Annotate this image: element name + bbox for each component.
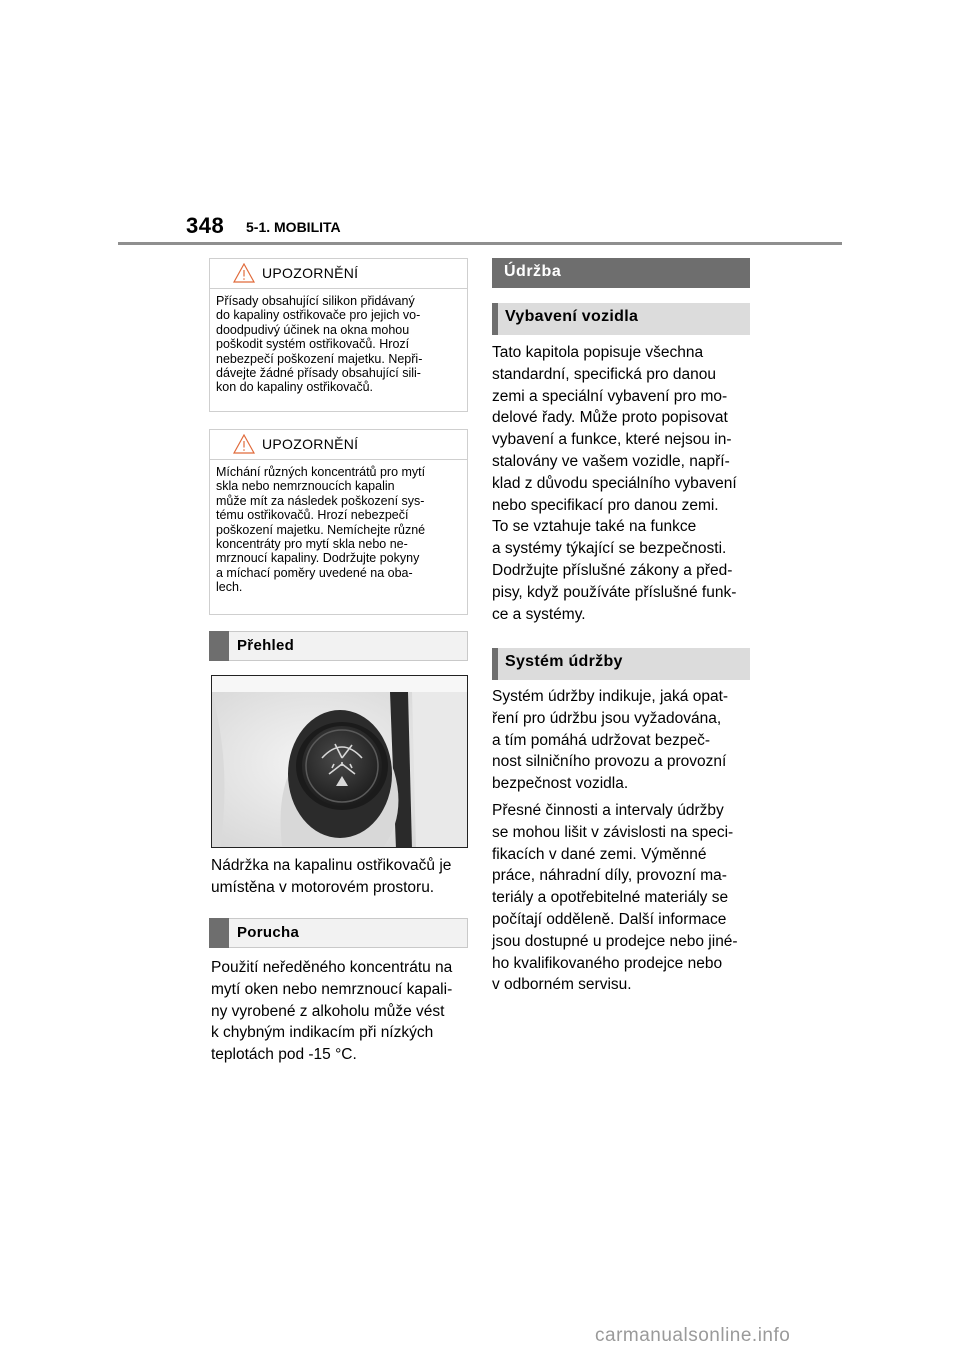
warning-text: Míchání různých koncentrátů pro mytí skla nebo nemrznoucích kapalin může mít za následek poškození sys- tému ostřikovačů. Hrozí nebezpečí poškození majetku. Nemíchejte různé koncentráty pro mytí skla nebo ne- mrznoucí kapaliny. Dodržujte pokyny a míchací poměry uvedené na oba- lech. xyxy=(216,465,426,595)
warning-triangle-icon xyxy=(233,434,255,454)
section-heading-label: Systém údržby xyxy=(505,653,623,670)
warning-title: UPOZORNĚNÍ xyxy=(262,436,359,452)
warning-title: UPOZORNĚNÍ xyxy=(262,265,359,281)
warning-header xyxy=(210,430,467,460)
warning-header xyxy=(210,259,467,289)
washer-reservoir-photo xyxy=(211,675,468,848)
section-heading-overview xyxy=(209,631,468,661)
warning-triangle-icon xyxy=(233,263,255,283)
section-heading-label: Porucha xyxy=(237,924,300,941)
fault-text: Použití neředěného koncentrátu na mytí oken nebo nemrznoucí kapali- ny vyrobené z alkoholu může vést k chybným indikacím při nízkých teplotách pod -15 °C. xyxy=(211,959,453,1064)
section-heading-label: Přehled xyxy=(237,637,295,654)
page-number: 348 xyxy=(186,213,225,238)
section-heading-label: Vybavení vozidla xyxy=(505,308,639,325)
chapter-heading-maintenance xyxy=(492,258,750,288)
header-divider xyxy=(118,242,842,245)
chapter-heading-label: Údržba xyxy=(504,263,562,280)
section-heading-fault xyxy=(209,918,468,948)
warning-box xyxy=(209,429,468,615)
warning-text: Přísady obsahující silikon přidávaný do kapaliny ostřikovače pro jejich vo- doodpudivý účinek na okna mohou poškodit systém ostřikovačů. Hrozí nebezpečí poškození majetku. Nepři- dávejte žádné přísady obsahující sili- kon do kapaliny ostřikovačů. xyxy=(216,294,423,395)
watermark: carmanualsonline.info xyxy=(595,1325,791,1346)
maintenance-text: Přesné činnosti a intervaly údržby se mohou lišit v závislosti na speci- fikacích v dané zemi. Výměnné práce, náhradní díly, provozní ma- teriály a opotřebitelné materiály se počítají odděleně. Další informace jsou dostupné u prodejce nebo jiné- ho kvalifikovaného prodejce nebo v odborném servisu. xyxy=(492,802,738,994)
equipment-text: Tato kapitola popisuje všechna standardní, specifická pro danou zemi a speciální vybavení pro mo- delové řady. Může proto popisovat vybavení a funkce, které nejsou in- stalovány ve vašem vozidle, napří- klad z důvodu speciálního vybavení nebo specifikací pro danou zemi. To se vztahuje také na funkce a systémy týkající se bezpečnosti. Dodržujte příslušné zákony a před- pisy, když používáte příslušné funk- ce a systémy. xyxy=(492,344,737,623)
section-heading-maintenance-system xyxy=(492,648,750,680)
maintenance-text: Systém údržby indikuje, jaká opat- ření pro údržbu jsou vyžadována, a tím pomáhá udržovat bezpeč- nost silničního provozu a provozní bezpečnost vozidla. xyxy=(492,688,729,793)
chapter-title: 5-1. MOBILITA xyxy=(246,219,341,235)
photo-caption: Nádržka na kapalinu ostřikovačů je umístěna v motorovém prostoru. xyxy=(211,857,452,896)
section-heading-equipment xyxy=(492,303,750,335)
warning-box xyxy=(209,258,468,412)
